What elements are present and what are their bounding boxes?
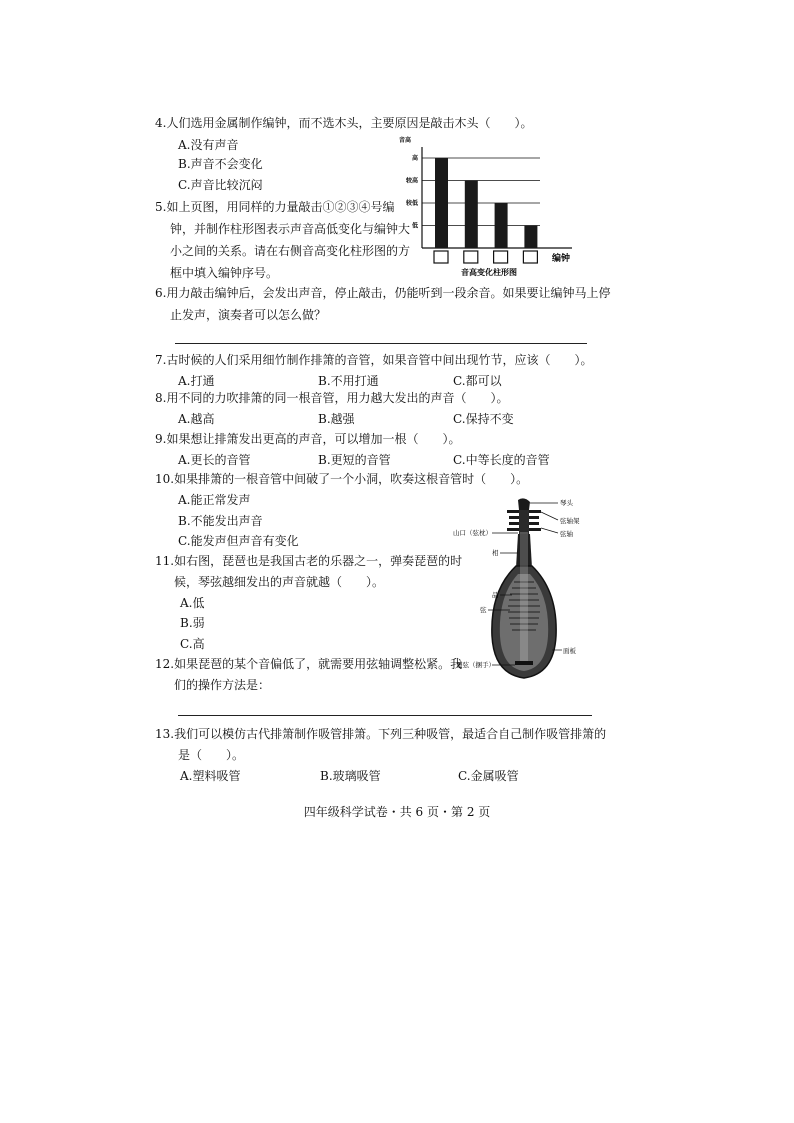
pipa-neck xyxy=(516,534,532,568)
chart-title: 音高变化柱形图 xyxy=(461,268,517,277)
chart-y-tick-label: 低 xyxy=(411,222,418,230)
question-5-line-4: 框中填入编钟序号。 xyxy=(170,266,279,280)
question-4-option-c: C.声音比较沉闷 xyxy=(178,178,263,192)
pitch-bar-chart xyxy=(395,130,585,280)
question-10-option-a: A.能正常发声 xyxy=(178,493,251,507)
chart-answer-box[interactable] xyxy=(434,251,448,263)
pipa-label-pin: 品 xyxy=(492,591,499,599)
question-9-option-c: C.中等长度的音管 xyxy=(453,453,550,467)
pipa-bridge xyxy=(515,661,533,665)
question-11-option-b: B.弱 xyxy=(180,616,205,630)
question-8-option-a: A.越高 xyxy=(178,412,215,426)
question-4-option-a: A.没有声音 xyxy=(178,138,239,152)
question-11-option-c: C.高 xyxy=(180,637,205,651)
question-9-option-a: A.更长的音管 xyxy=(178,453,251,467)
question-13-option-a: A.塑料吸管 xyxy=(180,769,241,783)
question-7-option-b: B.不用打通 xyxy=(318,374,379,388)
question-7-stem: 7.古时候的人们采用细竹制作排箫的音管，如果音管中间出现竹节，应该（ ）。 xyxy=(155,353,593,367)
question-8-option-b: B.越强 xyxy=(318,412,355,426)
question-6-line-2: 止发声，演奏者可以怎么做？ xyxy=(170,308,327,322)
chart-y-label: 音高 xyxy=(399,137,412,144)
question-9-stem: 9.如果想让排箫发出更高的声音，可以增加一根（ ）。 xyxy=(155,432,461,446)
chart-y-tick-label: 高 xyxy=(411,155,418,162)
question-6-answer-line[interactable] xyxy=(175,343,587,344)
pipa-peg-box xyxy=(519,510,529,534)
question-12-line-1: 12.如果琵琶的某个音偏低了，就需要用弦轴调整松紧。我 xyxy=(155,657,463,671)
question-6-line-1: 6.用力敲击编钟后，会发出声音，停止敲击，仍能听到一段余音。如果要让编钟马上停 xyxy=(155,286,611,300)
chart-y-tick-label: 较高 xyxy=(405,177,418,185)
chart-y-tick-label: 较低 xyxy=(405,200,418,207)
pipa-label-xianzhoujia: 弦轴架 xyxy=(560,517,580,525)
question-5-line-3: 小之间的关系。请在右侧音高变化柱形图的方 xyxy=(170,244,411,258)
chart-answer-box[interactable] xyxy=(523,251,537,263)
chart-bar xyxy=(524,226,537,249)
pipa-label-qintou: 琴头 xyxy=(560,499,573,507)
pipa-label-fuxian: 覆弦（捆手） xyxy=(456,661,495,669)
chart-answer-box[interactable] xyxy=(464,251,478,263)
question-11-option-a: A.低 xyxy=(180,596,205,610)
question-5-line-2: 钟，并制作柱形图表示声音高低变化与编钟大 xyxy=(170,222,411,236)
question-8-stem: 8.用不同的力吹排箫的同一根音管，用力越大发出的声音（ ）。 xyxy=(155,391,509,405)
question-13-line-2: 是（ ）。 xyxy=(178,748,245,762)
pipa-illustration xyxy=(452,496,592,686)
pipa-label-shankou: 山口（弦枕） xyxy=(453,529,492,537)
chart-bar xyxy=(465,181,478,249)
pipa-label-xian: 弦 xyxy=(480,606,487,614)
question-5-line-1: 5.如上页图，用同样的力量敲击①②③④号编 xyxy=(155,200,395,214)
question-11-line-1: 11.如右图，琵琶也是我国古老的乐器之一，弹奏琵琶的时 xyxy=(155,554,463,568)
question-13-option-c: C.金属吸管 xyxy=(458,769,519,783)
question-12-line-2: 们的操作方法是： xyxy=(174,678,271,692)
question-10-option-b: B.不能发出声音 xyxy=(178,514,263,528)
chart-bar xyxy=(495,203,508,248)
question-12-answer-line[interactable] xyxy=(178,715,592,716)
question-8-option-c: C.保持不变 xyxy=(453,412,514,426)
pipa-head-shape xyxy=(518,498,530,510)
question-9-option-b: B.更短的音管 xyxy=(318,453,391,467)
chart-x-label: 编钟 xyxy=(551,254,570,264)
question-13-option-b: B.玻璃吸管 xyxy=(320,769,381,783)
question-7-option-c: C.都可以 xyxy=(453,374,502,388)
page-footer: 四年级科学试卷・共 6 页・第 2 页 xyxy=(303,805,491,819)
chart-bar xyxy=(435,158,448,248)
question-10-stem: 10.如果排箫的一根音管中间破了一个小洞，吹奏这根音管时（ ）。 xyxy=(155,472,529,486)
question-4-stem: 4.人们选用金属制作编钟，而不选木头，主要原因是敲击木头（ ）。 xyxy=(155,116,533,130)
pipa-label-xianzhou: 弦轴 xyxy=(560,530,573,538)
pipa-label-xiang: 相 xyxy=(492,549,499,557)
chart-answer-box[interactable] xyxy=(494,251,508,263)
question-10-option-c: C.能发声但声音有变化 xyxy=(178,534,299,548)
question-7-option-a: A.打通 xyxy=(178,374,215,388)
question-4-option-b: B.声音不会变化 xyxy=(178,157,263,171)
question-11-line-2: 候，琴弦越细发出的声音就越（ ）。 xyxy=(174,575,385,589)
pipa-label-mianban: 面板 xyxy=(563,647,576,655)
question-13-line-1: 13.我们可以模仿古代排箫制作吸管排箫。下列三种吸管，最适合自己制作吸管排箫的 xyxy=(155,727,607,741)
